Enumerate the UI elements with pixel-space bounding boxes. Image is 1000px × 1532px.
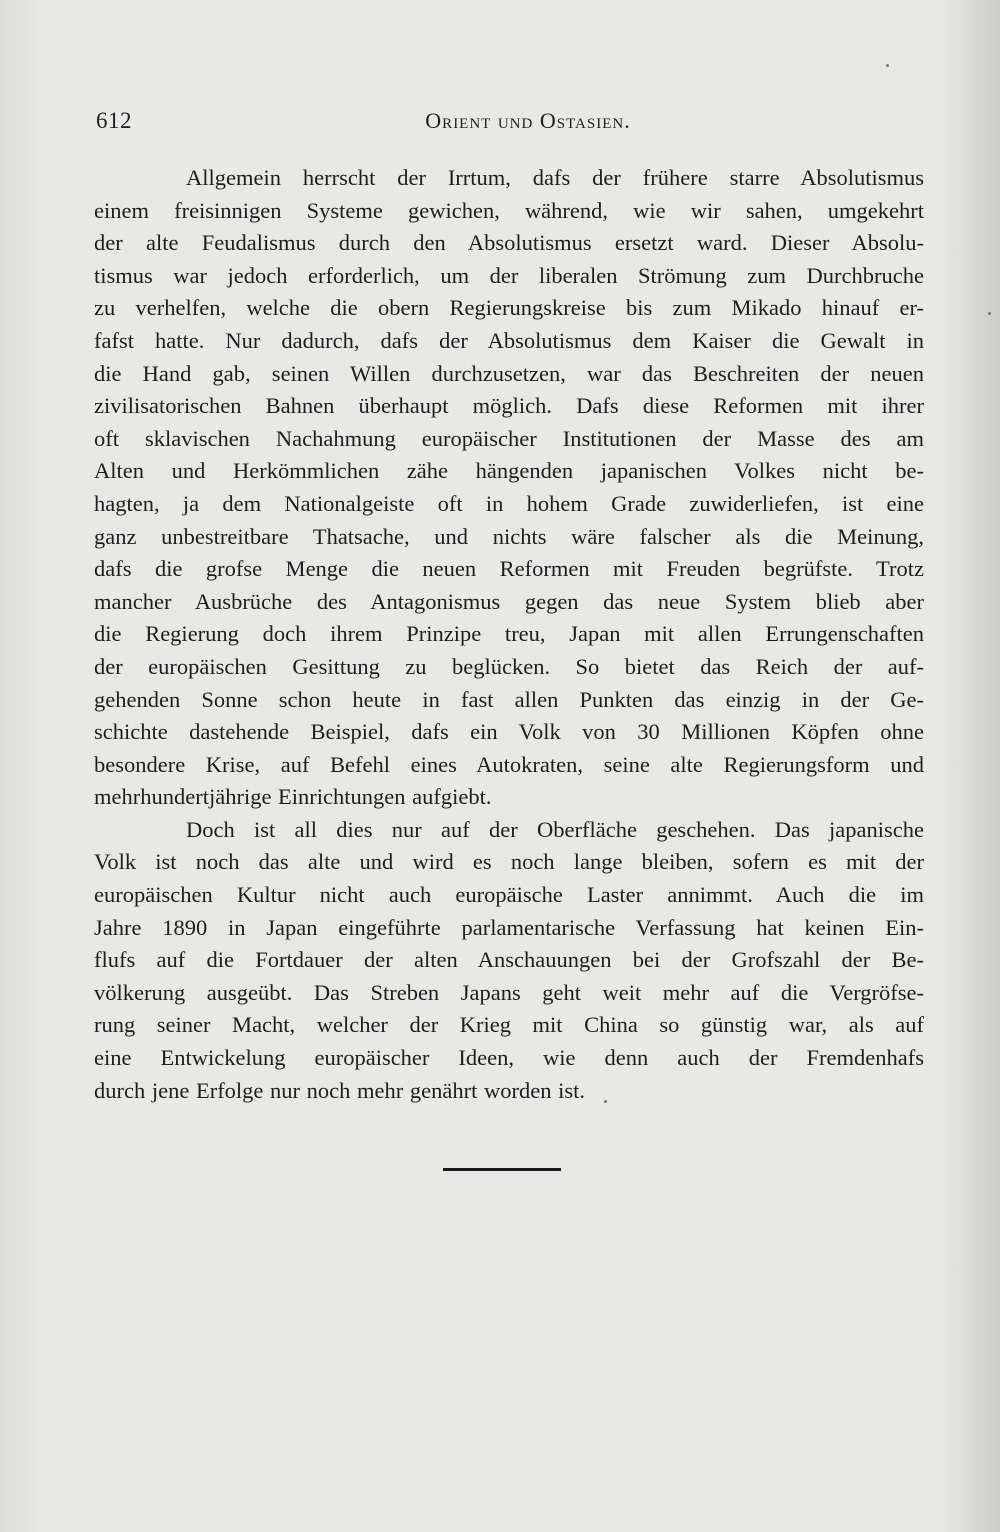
paragraph [94,162,924,814]
text-line: tismus war jedoch erforderlich, um der liberalen Strömung zum Durchbruche [94,262,924,288]
running-head: Orient und Ostasien. [425,108,631,133]
closing-rule [443,1168,561,1171]
text-line: Doch ist all dies nur auf der Oberfläche geschehen. Das japanische [186,816,924,842]
text-line: völkerung ausgeübt. Das Streben Japans geht weit mehr auf die Vergröfse- [94,979,924,1005]
text-line: gehenden Sonne schon heute in fast allen Punkten das einzig in der Ge- [94,686,924,712]
text-line: eine Entwickelung europäischer Ideen, wie denn auch der Fremdenhafs [94,1045,924,1071]
text-line: Jahre 1890 in Japan eingeführte parlamentarische Verfassung hat keinen Ein- [94,914,924,940]
text-line: zivilisatorischen Bahnen überhaupt möglich. Dafs diese Reformen mit ihrer [94,393,924,419]
text-line: zu verhelfen, welche die obern Regierungskreise bis zum Mikado hinauf er- [94,295,924,321]
text-line: flufs auf die Fortdauer der alten Anschauungen bei der Grofszahl der Be- [94,947,924,973]
text-line: hagten, ja dem Nationalgeiste oft in hohem Grade zuwiderliefen, ist eine [94,490,924,516]
page-header [96,108,920,144]
paper-speck [988,312,991,315]
text-line: einem freisinnigen Systeme gewichen, während, wie wir sahen, umgekehrt [94,197,924,223]
text-line: Allgemein herrscht der Irrtum, dafs der frühere starre Absolutismus [186,165,924,190]
text-line: die Hand gab, seinen Willen durchzusetzen, war das Beschreiten der neuen [94,360,924,386]
text-line: ganz unbestreitbare Thatsache, und nichts wäre falscher als die Meinung, [94,523,924,549]
text-line: rung seiner Macht, welcher der Krieg mit China so günstig war, als auf [94,1012,924,1038]
text-line: der alte Feudalismus durch den Absolutismus ersetzt ward. Dieser Absolu- [94,230,924,256]
text-line: dafs die grofse Menge die neuen Reformen mit Freuden begrüfste. Trotz [94,556,924,582]
text-line: mancher Ausbrüche des Antagonismus gegen das neue System blieb aber [94,588,924,614]
paragraph [94,814,924,1107]
text-line: der europäischen Gesittung zu beglücken. So bietet das Reich der auf- [94,653,924,679]
text-line: Alten und Herkömmlichen zähe hängenden japanischen Volkes nicht be- [94,458,924,484]
text-line: oft sklavischen Nachahmung europäischer Institutionen der Masse des am [94,425,924,451]
text-line: die Regierung doch ihrem Prinzipe treu, Japan mit allen Errungenschaften [94,621,924,647]
page-number: 612 [96,108,132,133]
body-text [94,162,924,1107]
text-line: besondere Krise, auf Befehl eines Autokraten, seine alte Regierungsform und [94,751,924,777]
text-line: europäischen Kultur nicht auch europäische Laster annimmt. Auch die im [94,882,924,908]
paper-speck [886,64,889,67]
text-line: durch jene Erfolge nur noch mehr genährt worden ist. [94,1077,585,1103]
paper-speck [604,1100,607,1103]
text-line: fafst hatte. Nur dadurch, dafs der Absolutismus dem Kaiser die Gewalt in [94,327,924,353]
text-line: schichte dastehende Beispiel, dafs ein Volk von 30 Millionen Köpfen ohne [94,719,924,745]
text-line: mehrhundertjährige Einrichtungen aufgiebt. [94,784,492,810]
text-line: Volk ist noch das alte und wird es noch lange bleiben, sofern es mit der [94,849,924,875]
